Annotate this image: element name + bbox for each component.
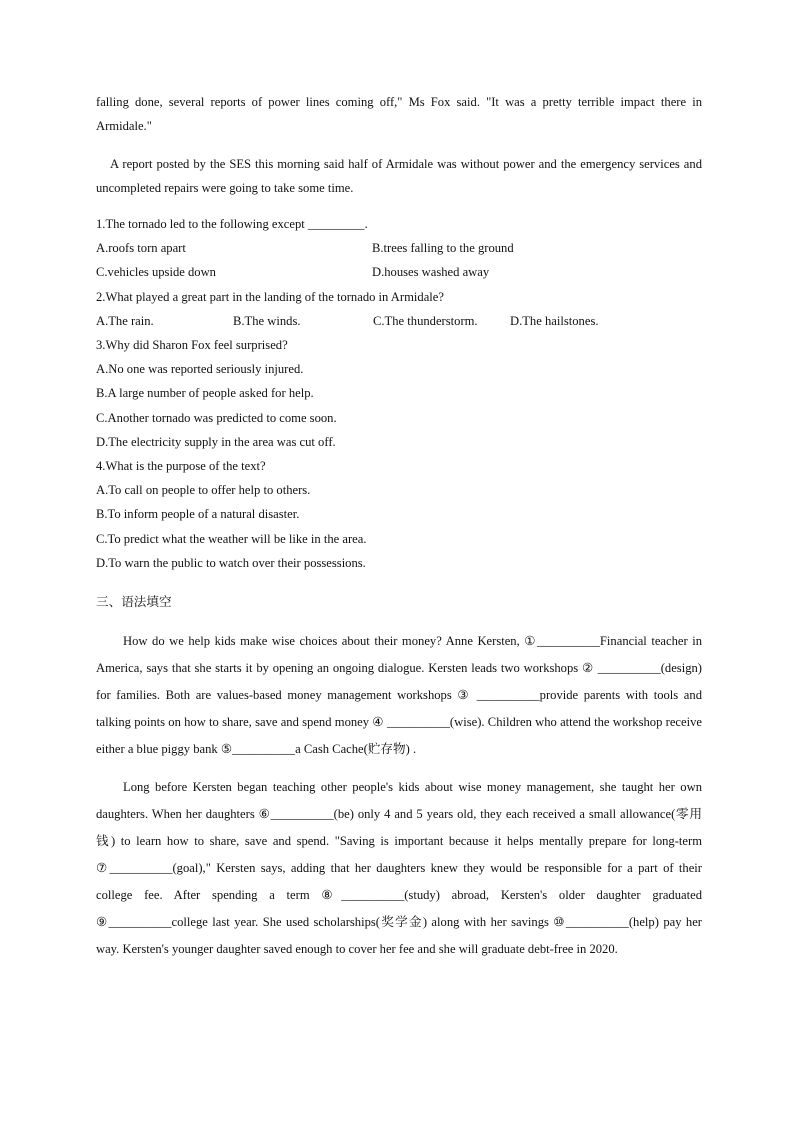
question-2-options-row xyxy=(96,309,702,333)
question-1-option-c: C.vehicles upside down xyxy=(96,265,216,280)
question-4-option-b: B.To inform people of a natural disaster. xyxy=(96,507,300,522)
section-heading: 三、语法填空 xyxy=(96,594,172,610)
question-2-option-b: B.The winds. xyxy=(233,313,301,328)
document-page xyxy=(96,90,702,963)
grammar-paragraph-1: How do we help kids make wise choices about their money? Anne Kersten, ①__________Financial teacher in America, says that she starts it by opening an ongoing dialogue. Kersten leads two workshops ② __________(design) for families. Both are values-based money management workshops ③ __________provide parents with tools and talking points on how to share, save and spend money ④ __________(wise). Children who attend the workshop receive either a blue piggy bank ⑤__________a Cash Cache(贮存物) . xyxy=(96,634,702,757)
question-3-stem: 3.Why did Sharon Fox feel surprised? xyxy=(96,338,288,352)
question-4-option-a: A.To call on people to offer help to others. xyxy=(96,483,311,498)
question-1-options-row-1 xyxy=(96,236,702,260)
question-3-option-d: D.The electricity supply in the area was cut off. xyxy=(96,434,336,449)
question-4-stem: 4.What is the purpose of the text? xyxy=(96,459,266,474)
grammar-passage xyxy=(96,628,702,963)
question-1-option-d: D.houses washed away xyxy=(372,265,490,280)
question-3-option-b: B.A large number of people asked for help. xyxy=(96,386,314,401)
question-3-option-c: C.Another tornado was predicted to come soon. xyxy=(96,410,337,425)
passage-paragraph-2: A report posted by the SES this morning said half of Armidale was without power and the emergency services and uncompleted repairs were going to take some time. xyxy=(96,157,702,195)
passage-paragraph-1: falling done, several reports of power lines coming off," Ms Fox said. "It was a pretty terrible impact there in Armidale." xyxy=(96,95,702,133)
question-4-option-c: C.To predict what the weather will be like in the area. xyxy=(96,531,367,546)
question-1-option-b: B.trees falling to the ground xyxy=(372,241,514,256)
question-4-option-d: D.To warn the public to watch over their possessions. xyxy=(96,555,366,570)
grammar-paragraph-2: Long before Kersten began teaching other people's kids about wise money management, she taught her own daughters. When her daughters ⑥__________(be) only 4 and 5 years old, they each received a small allowance(零用钱) to learn how to share, save and spend. "Saving is important because it helps mentally prepare for long-term ⑦__________(goal)," Kersten says, adding that her daughters knew they would be responsible for a part of their college fee. After spending a term ⑧__________(study) abroad, Kersten's older daughter graduated ⑨__________college last year. She used scholarships(奖学金) along with her savings ⑩__________(help) pay her way. Kersten's younger daughter saved enough to cover her fee and she will graduate debt-free in 2020. xyxy=(96,780,702,957)
question-2-option-c: C.The thunderstorm. xyxy=(373,313,478,328)
question-1-options-row-2 xyxy=(96,260,702,284)
question-1-option-a: A.roofs torn apart xyxy=(96,241,186,256)
question-2-option-a: A.The rain. xyxy=(96,313,154,328)
question-2-stem: 2.What played a great part in the landing of the tornado in Armidale? xyxy=(96,289,444,304)
question-3-option-a: A.No one was reported seriously injured. xyxy=(96,362,304,377)
question-1-stem: 1.The tornado led to the following except _________. xyxy=(96,217,368,231)
question-2-option-d: D.The hailstones. xyxy=(510,313,599,328)
